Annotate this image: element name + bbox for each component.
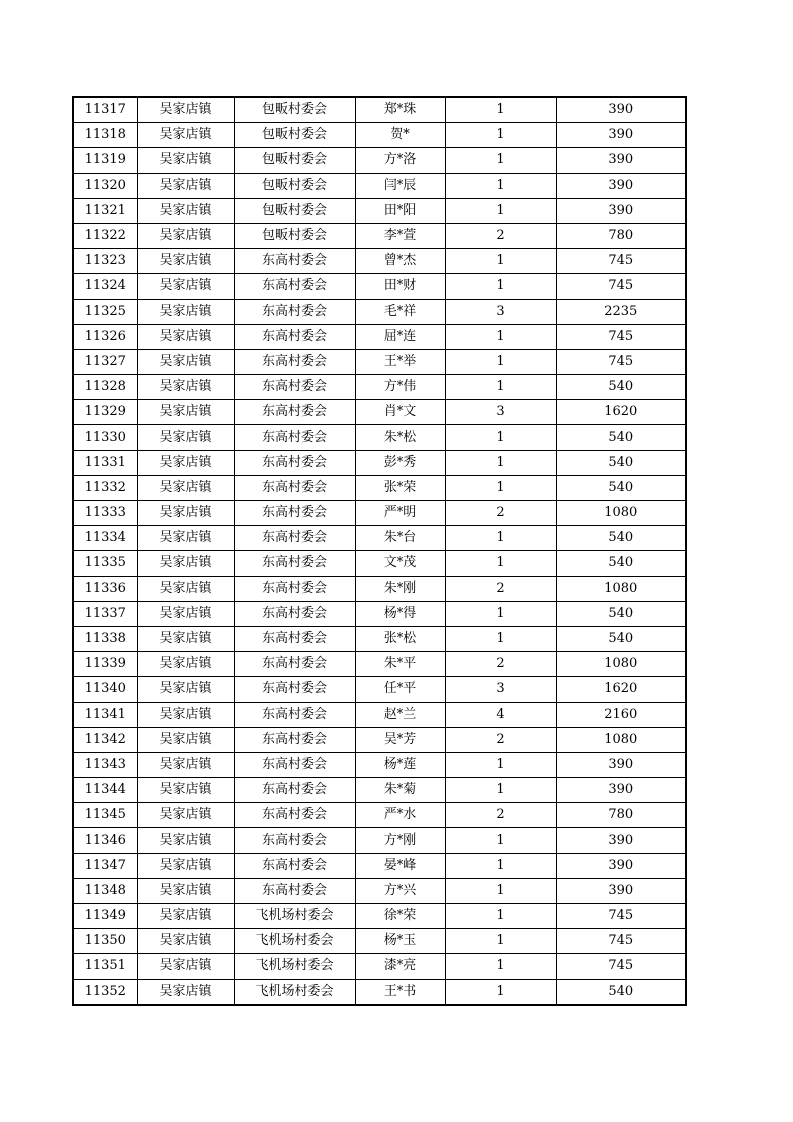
name-cell: 方*兴 <box>355 878 445 903</box>
person-count-cell: 1 <box>445 349 556 374</box>
town-cell: 吴家店镇 <box>137 274 234 299</box>
table-row <box>73 324 686 349</box>
amount-cell: 390 <box>556 198 686 223</box>
town-cell: 吴家店镇 <box>137 702 234 727</box>
name-cell: 严*明 <box>355 501 445 526</box>
person-count-cell: 1 <box>445 123 556 148</box>
table-row <box>73 576 686 601</box>
amount-cell: 1620 <box>556 677 686 702</box>
amount-cell: 390 <box>556 853 686 878</box>
table-row <box>73 249 686 274</box>
table-row <box>73 752 686 777</box>
serial-number-cell: 11338 <box>73 626 137 651</box>
village-committee-cell: 东高村委会 <box>234 324 355 349</box>
person-count-cell: 1 <box>445 929 556 954</box>
name-cell: 张*荣 <box>355 475 445 500</box>
town-cell: 吴家店镇 <box>137 400 234 425</box>
town-cell: 吴家店镇 <box>137 97 234 123</box>
serial-number-cell: 11331 <box>73 450 137 475</box>
town-cell: 吴家店镇 <box>137 828 234 853</box>
name-cell: 毛*祥 <box>355 299 445 324</box>
amount-cell: 390 <box>556 123 686 148</box>
person-count-cell: 1 <box>445 551 556 576</box>
serial-number-cell: 11342 <box>73 727 137 752</box>
village-committee-cell: 东高村委会 <box>234 727 355 752</box>
serial-number-cell: 11317 <box>73 97 137 123</box>
town-cell: 吴家店镇 <box>137 601 234 626</box>
table-row <box>73 173 686 198</box>
amount-cell: 540 <box>556 425 686 450</box>
village-committee-cell: 东高村委会 <box>234 274 355 299</box>
town-cell: 吴家店镇 <box>137 803 234 828</box>
roster-table <box>72 96 687 1006</box>
serial-number-cell: 11345 <box>73 803 137 828</box>
table-row <box>73 375 686 400</box>
village-committee-cell: 东高村委会 <box>234 626 355 651</box>
village-committee-cell: 东高村委会 <box>234 475 355 500</box>
serial-number-cell: 11328 <box>73 375 137 400</box>
town-cell: 吴家店镇 <box>137 249 234 274</box>
person-count-cell: 1 <box>445 954 556 979</box>
name-cell: 方*刚 <box>355 828 445 853</box>
town-cell: 吴家店镇 <box>137 677 234 702</box>
village-committee-cell: 东高村委会 <box>234 853 355 878</box>
name-cell: 田*阳 <box>355 198 445 223</box>
village-committee-cell: 东高村委会 <box>234 299 355 324</box>
table-row <box>73 828 686 853</box>
person-count-cell: 1 <box>445 878 556 903</box>
table-row <box>73 97 686 123</box>
amount-cell: 540 <box>556 375 686 400</box>
name-cell: 曾*杰 <box>355 249 445 274</box>
amount-cell: 745 <box>556 929 686 954</box>
serial-number-cell: 11352 <box>73 979 137 1005</box>
amount-cell: 540 <box>556 979 686 1005</box>
serial-number-cell: 11344 <box>73 778 137 803</box>
person-count-cell: 4 <box>445 702 556 727</box>
name-cell: 吴*芳 <box>355 727 445 752</box>
village-committee-cell: 东高村委会 <box>234 601 355 626</box>
amount-cell: 1620 <box>556 400 686 425</box>
town-cell: 吴家店镇 <box>137 173 234 198</box>
village-committee-cell: 东高村委会 <box>234 501 355 526</box>
village-committee-cell: 东高村委会 <box>234 652 355 677</box>
name-cell: 朱*松 <box>355 425 445 450</box>
amount-cell: 780 <box>556 803 686 828</box>
name-cell: 杨*莲 <box>355 752 445 777</box>
name-cell: 田*财 <box>355 274 445 299</box>
serial-number-cell: 11336 <box>73 576 137 601</box>
name-cell: 杨*得 <box>355 601 445 626</box>
person-count-cell: 1 <box>445 375 556 400</box>
serial-number-cell: 11324 <box>73 274 137 299</box>
serial-number-cell: 11321 <box>73 198 137 223</box>
town-cell: 吴家店镇 <box>137 526 234 551</box>
person-count-cell: 1 <box>445 475 556 500</box>
serial-number-cell: 11339 <box>73 652 137 677</box>
town-cell: 吴家店镇 <box>137 752 234 777</box>
serial-number-cell: 11323 <box>73 249 137 274</box>
name-cell: 任*平 <box>355 677 445 702</box>
village-committee-cell: 飞机场村委会 <box>234 979 355 1005</box>
village-committee-cell: 包畈村委会 <box>234 123 355 148</box>
person-count-cell: 3 <box>445 677 556 702</box>
table-row <box>73 349 686 374</box>
village-committee-cell: 包畈村委会 <box>234 97 355 123</box>
person-count-cell: 3 <box>445 400 556 425</box>
town-cell: 吴家店镇 <box>137 299 234 324</box>
town-cell: 吴家店镇 <box>137 349 234 374</box>
name-cell: 彭*秀 <box>355 450 445 475</box>
village-committee-cell: 东高村委会 <box>234 803 355 828</box>
name-cell: 朱*台 <box>355 526 445 551</box>
town-cell: 吴家店镇 <box>137 324 234 349</box>
name-cell: 徐*荣 <box>355 904 445 929</box>
village-committee-cell: 东高村委会 <box>234 450 355 475</box>
person-count-cell: 1 <box>445 198 556 223</box>
name-cell: 文*茂 <box>355 551 445 576</box>
serial-number-cell: 11329 <box>73 400 137 425</box>
serial-number-cell: 11337 <box>73 601 137 626</box>
town-cell: 吴家店镇 <box>137 123 234 148</box>
table-row <box>73 778 686 803</box>
town-cell: 吴家店镇 <box>137 425 234 450</box>
amount-cell: 780 <box>556 223 686 248</box>
town-cell: 吴家店镇 <box>137 778 234 803</box>
amount-cell: 390 <box>556 752 686 777</box>
village-committee-cell: 东高村委会 <box>234 349 355 374</box>
amount-cell: 2160 <box>556 702 686 727</box>
town-cell: 吴家店镇 <box>137 223 234 248</box>
person-count-cell: 1 <box>445 274 556 299</box>
person-count-cell: 1 <box>445 904 556 929</box>
table-row <box>73 803 686 828</box>
person-count-cell: 1 <box>445 148 556 173</box>
town-cell: 吴家店镇 <box>137 979 234 1005</box>
serial-number-cell: 11320 <box>73 173 137 198</box>
town-cell: 吴家店镇 <box>137 652 234 677</box>
amount-cell: 390 <box>556 778 686 803</box>
table-row <box>73 601 686 626</box>
town-cell: 吴家店镇 <box>137 450 234 475</box>
village-committee-cell: 包畈村委会 <box>234 148 355 173</box>
table-row <box>73 904 686 929</box>
town-cell: 吴家店镇 <box>137 878 234 903</box>
name-cell: 李*萱 <box>355 223 445 248</box>
amount-cell: 390 <box>556 97 686 123</box>
serial-number-cell: 11347 <box>73 853 137 878</box>
person-count-cell: 1 <box>445 752 556 777</box>
serial-number-cell: 11330 <box>73 425 137 450</box>
roster-table-body <box>73 97 686 1005</box>
table-row <box>73 626 686 651</box>
name-cell: 郑*珠 <box>355 97 445 123</box>
town-cell: 吴家店镇 <box>137 727 234 752</box>
village-committee-cell: 东高村委会 <box>234 425 355 450</box>
town-cell: 吴家店镇 <box>137 853 234 878</box>
serial-number-cell: 11351 <box>73 954 137 979</box>
person-count-cell: 2 <box>445 223 556 248</box>
name-cell: 王*书 <box>355 979 445 1005</box>
name-cell: 严*水 <box>355 803 445 828</box>
amount-cell: 745 <box>556 324 686 349</box>
table-row <box>73 979 686 1005</box>
amount-cell: 390 <box>556 878 686 903</box>
name-cell: 朱*刚 <box>355 576 445 601</box>
table-row <box>73 475 686 500</box>
table-row <box>73 954 686 979</box>
amount-cell: 540 <box>556 450 686 475</box>
serial-number-cell: 11318 <box>73 123 137 148</box>
serial-number-cell: 11325 <box>73 299 137 324</box>
town-cell: 吴家店镇 <box>137 475 234 500</box>
serial-number-cell: 11349 <box>73 904 137 929</box>
person-count-cell: 2 <box>445 576 556 601</box>
table-row <box>73 929 686 954</box>
person-count-cell: 3 <box>445 299 556 324</box>
serial-number-cell: 11335 <box>73 551 137 576</box>
amount-cell: 2235 <box>556 299 686 324</box>
village-committee-cell: 东高村委会 <box>234 576 355 601</box>
serial-number-cell: 11333 <box>73 501 137 526</box>
name-cell: 张*松 <box>355 626 445 651</box>
person-count-cell: 1 <box>445 97 556 123</box>
name-cell: 王*举 <box>355 349 445 374</box>
town-cell: 吴家店镇 <box>137 954 234 979</box>
village-committee-cell: 东高村委会 <box>234 828 355 853</box>
village-committee-cell: 东高村委会 <box>234 375 355 400</box>
name-cell: 朱*菊 <box>355 778 445 803</box>
serial-number-cell: 11319 <box>73 148 137 173</box>
person-count-cell: 1 <box>445 173 556 198</box>
amount-cell: 745 <box>556 274 686 299</box>
table-row <box>73 274 686 299</box>
table-row <box>73 652 686 677</box>
name-cell: 肖*文 <box>355 400 445 425</box>
name-cell: 方*洛 <box>355 148 445 173</box>
amount-cell: 1080 <box>556 576 686 601</box>
serial-number-cell: 11348 <box>73 878 137 903</box>
person-count-cell: 1 <box>445 828 556 853</box>
village-committee-cell: 包畈村委会 <box>234 198 355 223</box>
village-committee-cell: 东高村委会 <box>234 526 355 551</box>
table-row <box>73 400 686 425</box>
village-committee-cell: 东高村委会 <box>234 778 355 803</box>
amount-cell: 540 <box>556 626 686 651</box>
serial-number-cell: 11326 <box>73 324 137 349</box>
person-count-cell: 1 <box>445 853 556 878</box>
table-row <box>73 702 686 727</box>
town-cell: 吴家店镇 <box>137 551 234 576</box>
person-count-cell: 1 <box>445 249 556 274</box>
amount-cell: 540 <box>556 475 686 500</box>
table-row <box>73 853 686 878</box>
amount-cell: 540 <box>556 526 686 551</box>
serial-number-cell: 11322 <box>73 223 137 248</box>
person-count-cell: 1 <box>445 425 556 450</box>
person-count-cell: 2 <box>445 652 556 677</box>
person-count-cell: 2 <box>445 727 556 752</box>
town-cell: 吴家店镇 <box>137 626 234 651</box>
amount-cell: 390 <box>556 828 686 853</box>
village-committee-cell: 东高村委会 <box>234 878 355 903</box>
village-committee-cell: 包畈村委会 <box>234 223 355 248</box>
table-row <box>73 526 686 551</box>
village-committee-cell: 东高村委会 <box>234 752 355 777</box>
amount-cell: 390 <box>556 148 686 173</box>
person-count-cell: 1 <box>445 601 556 626</box>
serial-number-cell: 11341 <box>73 702 137 727</box>
serial-number-cell: 11343 <box>73 752 137 777</box>
town-cell: 吴家店镇 <box>137 375 234 400</box>
amount-cell: 1080 <box>556 501 686 526</box>
town-cell: 吴家店镇 <box>137 148 234 173</box>
amount-cell: 745 <box>556 904 686 929</box>
town-cell: 吴家店镇 <box>137 198 234 223</box>
name-cell: 朱*平 <box>355 652 445 677</box>
serial-number-cell: 11350 <box>73 929 137 954</box>
name-cell: 贺* <box>355 123 445 148</box>
table-row <box>73 148 686 173</box>
amount-cell: 540 <box>556 551 686 576</box>
amount-cell: 745 <box>556 954 686 979</box>
name-cell: 晏*峰 <box>355 853 445 878</box>
name-cell: 屈*连 <box>355 324 445 349</box>
town-cell: 吴家店镇 <box>137 501 234 526</box>
serial-number-cell: 11340 <box>73 677 137 702</box>
village-committee-cell: 飞机场村委会 <box>234 929 355 954</box>
person-count-cell: 1 <box>445 778 556 803</box>
table-row <box>73 450 686 475</box>
table-row <box>73 123 686 148</box>
table-row <box>73 198 686 223</box>
amount-cell: 745 <box>556 349 686 374</box>
village-committee-cell: 包畈村委会 <box>234 173 355 198</box>
person-count-cell: 2 <box>445 501 556 526</box>
table-row <box>73 677 686 702</box>
person-count-cell: 1 <box>445 324 556 349</box>
town-cell: 吴家店镇 <box>137 576 234 601</box>
name-cell: 杨*玉 <box>355 929 445 954</box>
village-committee-cell: 东高村委会 <box>234 702 355 727</box>
amount-cell: 1080 <box>556 727 686 752</box>
amount-cell: 745 <box>556 249 686 274</box>
amount-cell: 1080 <box>556 652 686 677</box>
village-committee-cell: 飞机场村委会 <box>234 954 355 979</box>
person-count-cell: 1 <box>445 626 556 651</box>
village-committee-cell: 东高村委会 <box>234 551 355 576</box>
serial-number-cell: 11346 <box>73 828 137 853</box>
amount-cell: 540 <box>556 601 686 626</box>
town-cell: 吴家店镇 <box>137 904 234 929</box>
table-row <box>73 551 686 576</box>
name-cell: 方*伟 <box>355 375 445 400</box>
person-count-cell: 2 <box>445 803 556 828</box>
village-committee-cell: 飞机场村委会 <box>234 904 355 929</box>
name-cell: 漆*亮 <box>355 954 445 979</box>
amount-cell: 390 <box>556 173 686 198</box>
town-cell: 吴家店镇 <box>137 929 234 954</box>
table-row <box>73 727 686 752</box>
table-row <box>73 299 686 324</box>
serial-number-cell: 11332 <box>73 475 137 500</box>
table-row <box>73 878 686 903</box>
village-committee-cell: 东高村委会 <box>234 249 355 274</box>
serial-number-cell: 11334 <box>73 526 137 551</box>
person-count-cell: 1 <box>445 526 556 551</box>
name-cell: 闫*辰 <box>355 173 445 198</box>
table-row <box>73 425 686 450</box>
person-count-cell: 1 <box>445 450 556 475</box>
village-committee-cell: 东高村委会 <box>234 400 355 425</box>
name-cell: 赵*兰 <box>355 702 445 727</box>
serial-number-cell: 11327 <box>73 349 137 374</box>
table-row <box>73 501 686 526</box>
village-committee-cell: 东高村委会 <box>234 677 355 702</box>
table-row <box>73 223 686 248</box>
person-count-cell: 1 <box>445 979 556 1005</box>
